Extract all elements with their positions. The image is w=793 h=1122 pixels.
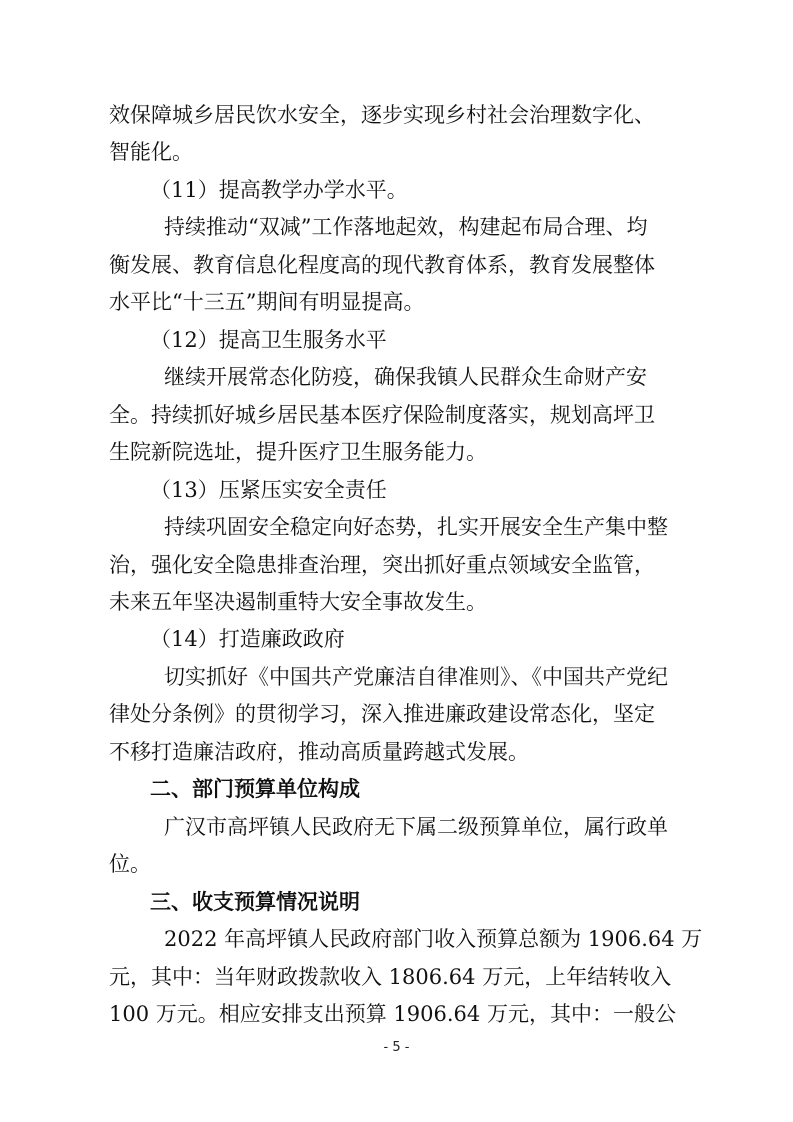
paragraph-line: 衡发展、教育信息化程度高的现代教育体系，教育发展整体 — [109, 252, 655, 277]
paragraph-line: 治，强化安全隐患排查治理，突出抓好重点领域安全监管， — [109, 552, 655, 577]
paragraph-line: 广汉市高坪镇人民政府无下属二级预算单位，属行政单 — [164, 814, 668, 839]
paragraph-line: 继续开展常态化防疫，确保我镇人民群众生命财产安 — [164, 365, 647, 390]
paragraph-line: 不移打造廉洁政府，推动高质量跨越式发展。 — [109, 739, 529, 764]
paragraph-line: （14）打造廉政政府 — [150, 627, 345, 652]
paragraph-line: 位。 — [109, 852, 151, 877]
paragraph-line: 智能化。 — [109, 140, 193, 165]
paragraph-line: 元，其中：当年财政拨款收入 1806.64 万元，上年结转收入 — [109, 964, 672, 989]
paragraph-line: 效保障城乡居民饮水安全，逐步实现乡村社会治理数字化、 — [109, 103, 655, 127]
section-heading: 三、收支预算情况说明 — [150, 889, 360, 914]
paragraph-line: 未来五年坚决遏制重特大安全事故发生。 — [109, 589, 487, 614]
paragraph-line: 水平比“十三五”期间有明显提高。 — [109, 290, 425, 315]
paragraph-line: （13）压紧压实安全责任 — [150, 477, 387, 502]
paragraph-line: 持续巩固安全稳定向好态势，扎实开展安全生产集中整 — [164, 515, 668, 540]
paragraph-line: 持续推动“双减”工作落地起效，构建起布局合理、均 — [164, 215, 648, 240]
paragraph-line: 生院新院选址，提升医疗卫生服务能力。 — [109, 440, 487, 465]
paragraph-line: （11）提高教学办学水平。 — [150, 177, 408, 202]
paragraph-line: 100 万元。相应安排支出预算 1906.64 万元，其中：一般公 — [109, 1002, 676, 1026]
paragraph-line: 全。持续抓好城乡居民基本医疗保险制度落实，规划高坪卫 — [109, 402, 655, 427]
page-number: - 5 - — [383, 1040, 410, 1055]
paragraph-line: 2022 年高坪镇人民政府部门收入预算总额为 1906.64 万 — [164, 927, 703, 952]
paragraph-line: 律处分条例》的贯彻学习，深入推进廉政建设常态化，坚定 — [109, 702, 655, 727]
section-heading: 二、部门预算单位构成 — [150, 777, 360, 802]
paragraph-line: （12）提高卫生服务水平 — [150, 327, 387, 352]
paragraph-line: 切实抓好《中国共产党廉洁自律准则》、《中国共产党纪 — [164, 664, 668, 689]
